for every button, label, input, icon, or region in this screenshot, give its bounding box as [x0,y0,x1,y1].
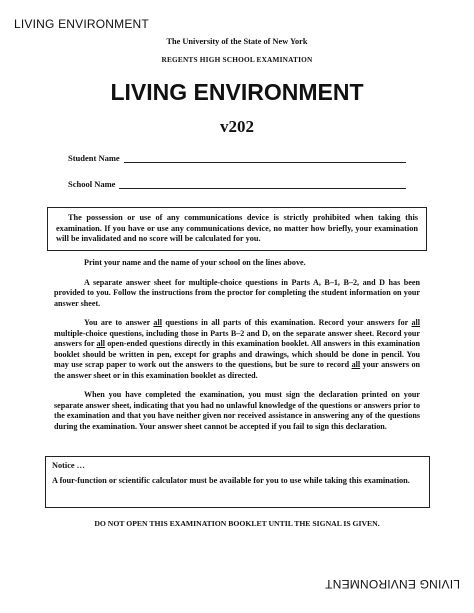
instruction-declaration: When you have completed the examination, you must sign the declaration printed on your separate answer sheet, indicating that you had no unlawful knowledge of the questions or answers prior to the examination and that you have neither given nor received assistance in answering any of the questions during the examination. Your answer sheet cannot be accepted if you fail to sign this declaration. [54,390,420,431]
calculator-notice-box [45,456,430,508]
corner-subject-label: LIVING ENVIRONMENT [14,17,149,31]
flipped-subject-label: LIVING ENVIRONMENT [325,577,460,591]
instruction-answer-sheet: A separate answer sheet for multiple-choice questions in Parts A, B–1, B–2, and D has been provided to you. Follow the instructions from the proctor for completing the student information on your answer sheet. [54,277,420,308]
school-name-field[interactable] [68,179,406,189]
instruction-print-name: Print your name and the name of your school on the lines above. [84,258,306,267]
exam-series: REGENTS HIGH SCHOOL EXAMINATION [161,55,313,64]
notice-text: A four-function or scientific calculator must be available for you to use while taking this examination. [52,475,410,485]
student-name-label: Student Name [68,153,120,163]
communications-warning-box [47,207,427,251]
do-not-open-warning: DO NOT OPEN THIS EXAMINATION BOOKLET UNTIL THE SIGNAL IS GIVEN. [94,519,380,528]
instructions [54,258,420,441]
student-name-line[interactable] [124,153,406,163]
school-name-line[interactable] [119,179,406,189]
notice-heading: Notice … [52,461,85,470]
school-name-label: School Name [68,179,116,189]
warning-text: The possession or use of any communications device is strictly prohibited when taking this examination. If you have or use any communications device, no matter how briefly, your examination will be invalidated and no score will be calculated for you. [56,213,418,244]
university-name: The University of the State of New York [166,37,308,46]
exam-version: v202 [220,117,254,136]
student-name-field[interactable] [68,153,406,163]
exam-subject-title: LIVING ENVIRONMENT [110,79,364,105]
instruction-answer-all: You are to answer all questions in all parts of this examination. Record your answers for all multiple-choice questions, including those in Parts B–2 and D, on the separate answer sheet. Record your answers for all open-ended questions directly in this examination booklet. All answers in this examination booklet should be written in pen, except for graphs and drawings, which should be done in pencil. You may use scrap paper to work out the answers to the questions, but be sure to record all your answers on the answer sheet or in this examination booklet as directed. [54,318,420,380]
